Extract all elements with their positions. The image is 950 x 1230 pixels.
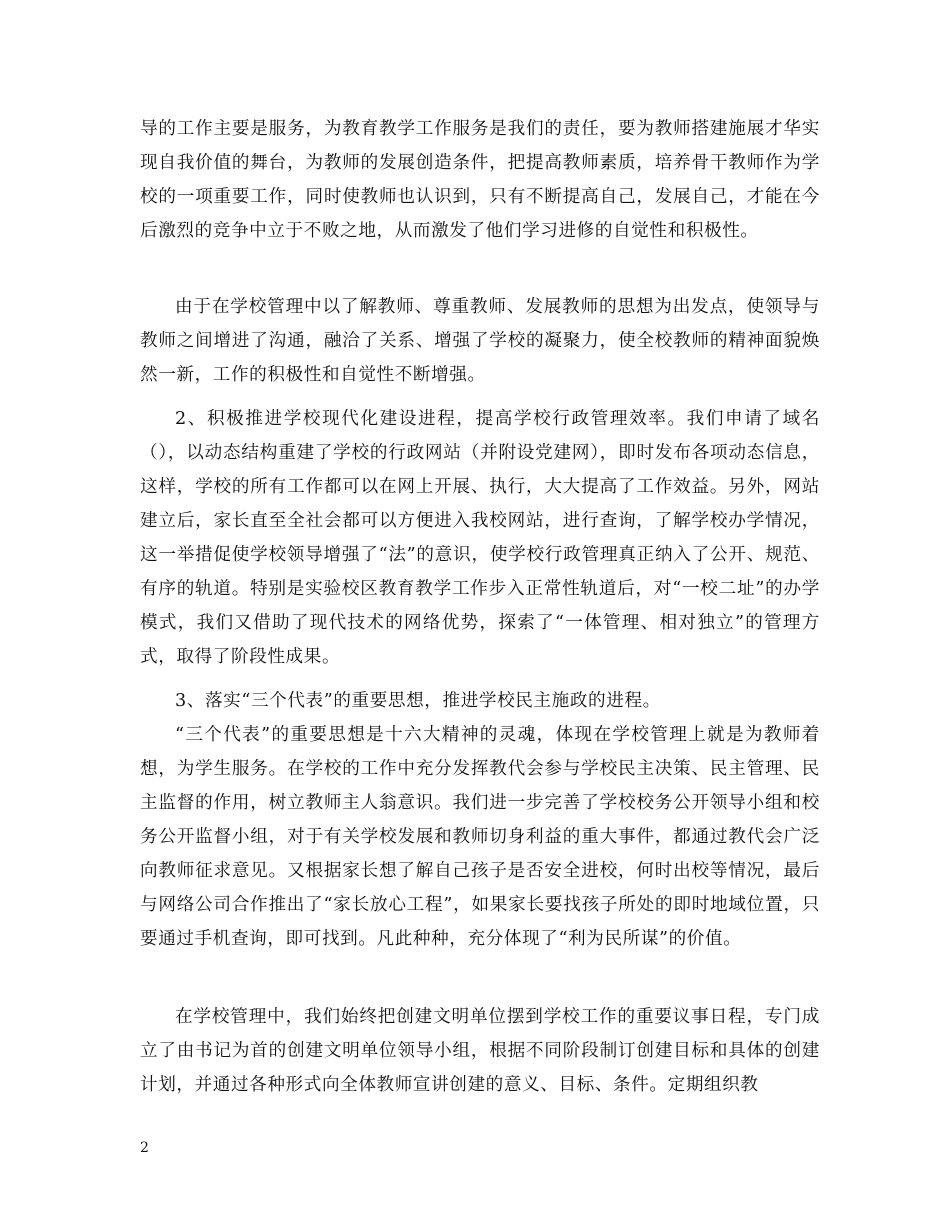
body-paragraph: “三个代表”的重要思想是十六大精神的灵魂，体现在学校管理上就是为教师着想，为学生服务。在学校的工作中充分发挥教代会参与学校民主决策、民主管理、民主监督的作用，树立教师主人翁意识。我们进一步完善了学校校务公开领导小组和校务公开监督小组，对于有关学校发展和教师切身利益的重大事件，都通过教代会广泛向教师征求意见。又根据家长想了解自己孩子是否安全进校，何时出校等情况，最后与网络公司合作推出了“家长放心工程”，如果家长要找孩子所处的即时地域位置，只要通过手机查询，即可找到。凡此种种，充分体现了“利为民所谋”的价值。 xyxy=(140,725,820,949)
section-heading: 3、落实“三个代表”的重要思想，推进学校民主施政的进程。 xyxy=(175,691,661,711)
body-paragraph: 由于在学校管理中以了解教师、尊重教师、发展教师的思想为出发点，使领导与教师之间增进了沟通，融洽了关系、增强了学校的凝聚力，使全校教师的精神面貌焕然一新，工作的积极性和自觉性不断增强。 xyxy=(140,297,820,385)
body-paragraph: 在学校管理中，我们始终把创建文明单位摆到学校工作的重要议事日程，专门成立了由书记为首的创建文明单位领导小组，根据不同阶段制订创建目标和具体的创建计划，并通过各种形式向全体教师宣讲创建的意义、目标、条件。定期组织教 xyxy=(140,1007,820,1095)
body-paragraph: 导的工作主要是服务，为教育教学工作服务是我们的责任，要为教师搭建施展才华实现自我价值的舞台，为教师的发展创造条件，把提高教师素质，培养骨干教师作为学校的一项重要工作，同时使教师也认识到，只有不断提高自己，发展自己，才能在今后激烈的竞争中立于不败之地，从而激发了他们学习进修的自觉性和积极性。 xyxy=(140,119,820,241)
page-number: 2 xyxy=(140,1140,149,1156)
body-paragraph: 2、积极推进学校现代化建设进程，提高学校行政管理效率。我们申请了域名（），以动态结构重建了学校的行政网站（并附设党建网），即时发布各项动态信息，这样，学校的所有工作都可以在网上开展、执行，大大提高了工作效益。另外，网站建立后，家长直至全社会都可以方便进入我校网站，进行查询，了解学校办学情况，这一举措促使学校领导增强了“法”的意识，使学校行政管理真正纳入了公开、规范、有序的轨道。特别是实验校区教育教学工作步入正常性轨道后，对“一校二址”的办学模式，我们又借助了现代技术的网络优势，探索了“一体管理、相对独立”的管理方式，取得了阶段性成果。 xyxy=(140,409,820,667)
